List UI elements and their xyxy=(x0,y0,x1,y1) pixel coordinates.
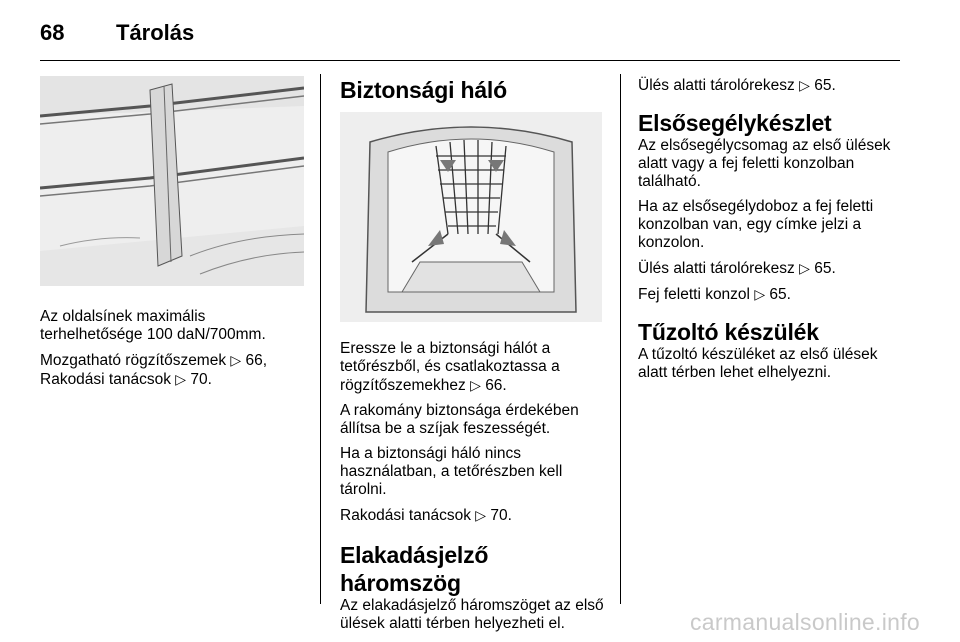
page-ref-link[interactable]: 65. xyxy=(814,77,836,94)
page-ref-link[interactable]: 65. xyxy=(769,286,791,303)
section-title-first-aid: Elsősegélykészlet xyxy=(638,110,832,136)
first-aid-location-text: Az elsősegélycsomag az első ülések alatt vagy a fej feletti konzolban található. xyxy=(638,137,891,190)
safety-net-illustration xyxy=(340,112,602,322)
chapter-title: Tárolás xyxy=(116,20,195,45)
chevron-right-icon: ▷ xyxy=(470,377,481,393)
loading-tips-ref-text: Rakodási tanácsok ▷ 70. xyxy=(340,507,512,524)
chevron-right-icon: ▷ xyxy=(799,260,810,276)
page-ref-link[interactable]: 66, xyxy=(245,352,268,369)
header-rule xyxy=(40,60,900,61)
column-divider-1 xyxy=(320,74,321,604)
chevron-right-icon: ▷ xyxy=(230,352,242,368)
side-rail-illustration xyxy=(40,76,304,286)
chevron-right-icon: ▷ xyxy=(475,507,487,523)
section-title-safety-net: Biztonsági háló xyxy=(340,77,507,103)
overhead-console-ref-text: Fej feletti konzol ▷ 65. xyxy=(638,286,791,303)
first-aid-label-text: Ha az elsősegélydoboz a fej feletti konzolban van, egy címke jelzi a konzolon. xyxy=(638,198,874,251)
column-divider-2 xyxy=(620,74,621,604)
page-ref-link[interactable]: 70. xyxy=(190,371,212,388)
column-1 xyxy=(40,76,308,396)
section-title-fire-extinguisher: Tűzoltó készülék xyxy=(638,319,819,345)
section-title-warning-triangle: Elakadásjelző háromszög xyxy=(340,542,489,596)
net-attach-text: Eressze le a biztonsági hálót a tetőrészből, és csatlakoztassa a rögzítőszemekhez ▷ 66. xyxy=(340,340,560,394)
rail-load-text: Az oldalsínek maximális terhelhetősége 100 daN/700mm. xyxy=(40,308,266,343)
fire-extinguisher-text: A tűzoltó készüléket az első ülések alatt térben lehet elhelyezni. xyxy=(638,346,878,381)
page-number: 68 xyxy=(40,20,65,45)
page-ref-link[interactable]: 65. xyxy=(814,260,836,277)
warning-triangle-text: Az elakadásjelző háromszöget az első ülések alatti térben helyezheti el. xyxy=(340,597,604,632)
tie-down-ref-text: Mozgatható rögzítőszemek ▷ 66, Rakodási tanácsok ▷ 70. xyxy=(40,352,268,388)
chevron-right-icon: ▷ xyxy=(799,77,810,93)
seat-storage-ref-text-2: Ülés alatti tárolórekesz ▷ 65. xyxy=(638,260,836,277)
column-3 xyxy=(638,76,902,389)
seat-storage-ref-text: Ülés alatti tárolórekesz ▷ 65. xyxy=(638,77,836,94)
chevron-right-icon: ▷ xyxy=(175,371,187,387)
column-2 xyxy=(340,76,608,640)
watermark: carmanualsonline.info xyxy=(689,609,920,635)
page-ref-link[interactable]: 66. xyxy=(485,377,507,394)
page-ref-link[interactable]: 70. xyxy=(490,507,512,524)
net-storage-text: Ha a biztonsági háló nincs használatban, a tetőrészben kell tárolni. xyxy=(340,445,563,498)
strap-tension-text: A rakomány biztonsága érdekében állítsa be a szíjak feszességét. xyxy=(340,402,579,437)
chevron-right-icon: ▷ xyxy=(754,286,766,302)
